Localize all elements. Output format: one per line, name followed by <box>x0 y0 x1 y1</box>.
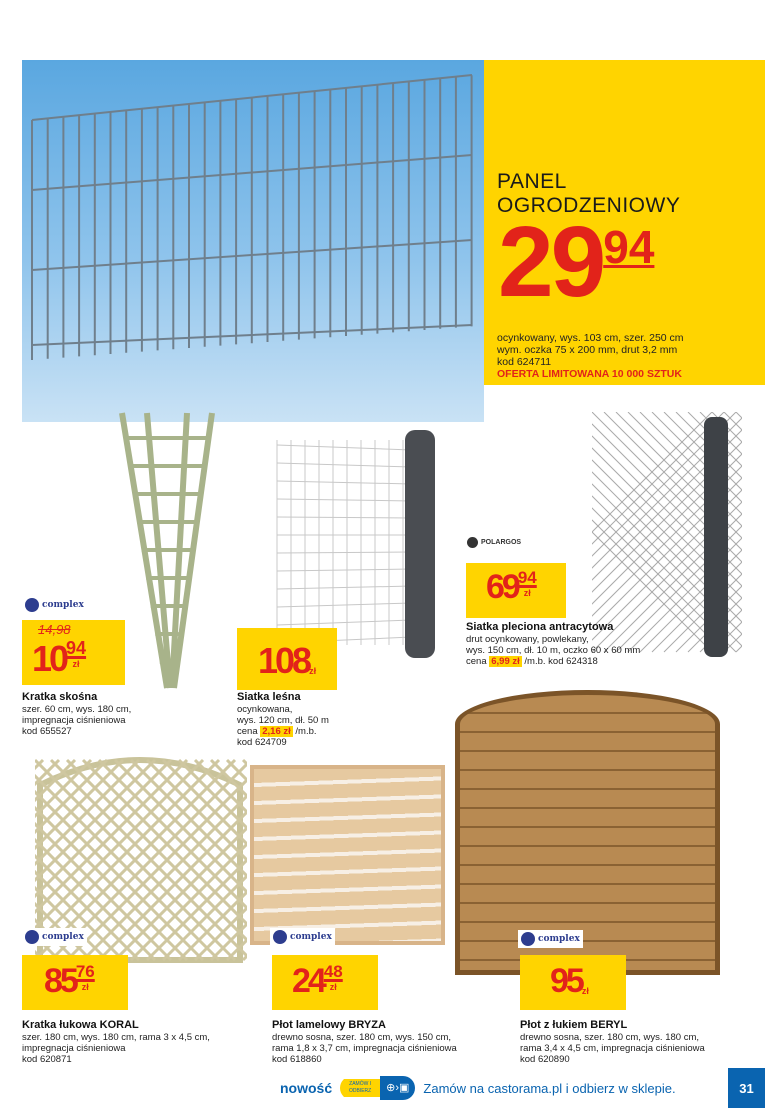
product-info <box>237 692 329 748</box>
unit-price: 6,99 zł <box>491 656 520 667</box>
unit-suffix: /m.b. kod 624318 <box>524 656 598 667</box>
hero-description <box>497 332 684 380</box>
polargos-logo-icon <box>467 537 478 548</box>
unit-suffix: /m.b. <box>295 726 317 737</box>
product-detail: rama 3,4 x 4,5 cm, impregnacja ciśnieniowa <box>520 1043 705 1054</box>
brand-name: complex <box>538 934 580 944</box>
brand-logo-complex <box>22 928 87 946</box>
brand-name: complex <box>42 932 84 942</box>
badge-label: ZAMÓW I ODBIERZ <box>340 1079 380 1097</box>
price-main: 29 <box>498 206 604 318</box>
product-detail: rama 1,8 x 3,7 cm, impregnacja ciśnieniowa <box>272 1043 457 1054</box>
price-main: 24 <box>292 962 324 1000</box>
brand-logo-complex <box>270 928 335 946</box>
price-main: 95 <box>550 962 582 1000</box>
hero-offer: OFERTA LIMITOWANA 10 000 SZTUK <box>497 368 682 380</box>
price-cents: 94 <box>517 568 537 587</box>
currency: zł <box>309 666 317 676</box>
price-main: 10 <box>32 638 67 679</box>
price-cents: 94 <box>603 221 655 273</box>
product-code: kod 655527 <box>22 726 72 737</box>
product-price <box>292 962 343 1001</box>
unit-prefix: cena <box>466 656 487 667</box>
product-detail: impregnacja ciśnieniowa <box>22 1043 126 1054</box>
footer-banner <box>280 1076 676 1100</box>
product-detail: szer. 180 cm, wys. 180 cm, rama 3 x 4,5 cm, <box>22 1032 210 1043</box>
hero-price <box>498 206 655 318</box>
product-price <box>32 638 86 680</box>
product-name: Płot lamelowy BRYZA <box>272 1019 386 1031</box>
price-main: 85 <box>44 962 76 1000</box>
product-info <box>520 1020 705 1065</box>
bryza-fence-image <box>250 765 445 945</box>
product-detail: ocynkowana, <box>237 704 293 715</box>
brand-name: complex <box>42 600 84 610</box>
product-info <box>466 622 640 667</box>
product-info <box>22 692 131 737</box>
hero-desc-line: ocynkowany, wys. 103 cm, szer. 250 cm <box>497 332 684 344</box>
click-collect-badge <box>340 1076 415 1100</box>
product-detail: drewno sosna, szer. 180 cm, wys. 150 cm, <box>272 1032 451 1043</box>
forest-mesh-image <box>272 430 442 660</box>
product-info <box>272 1020 457 1065</box>
mouse-to-store-icon: ⊕›▣ <box>380 1076 415 1100</box>
product-detail: wys. 120 cm, dł. 50 m <box>237 715 329 726</box>
hero-title-line1: PANEL <box>497 170 567 193</box>
old-price: 14,98 <box>38 622 71 637</box>
product-name: Siatka leśna <box>237 691 301 703</box>
product-code: kod 618860 <box>272 1054 322 1065</box>
brand-logo-polargos <box>464 535 524 550</box>
price-cents: 76 <box>75 962 95 981</box>
trellis-image <box>112 408 222 693</box>
product-name: Kratka łukowa KORAL <box>22 1019 139 1031</box>
product-detail: drewno sosna, szer. 180 cm, wys. 180 cm, <box>520 1032 699 1043</box>
brand-logo-complex <box>22 596 87 614</box>
product-code: kod 620890 <box>520 1054 570 1065</box>
product-price <box>486 568 537 607</box>
beryl-fence-image <box>455 690 720 975</box>
brand-logo-complex <box>518 930 583 948</box>
product-code: kod 620871 <box>22 1054 72 1065</box>
price-main: 108 <box>258 640 310 681</box>
price-main: 69 <box>486 568 518 606</box>
hero-title-line2: OGRODZENIOWY <box>497 194 681 217</box>
currency: zł <box>523 588 531 598</box>
product-price <box>550 962 589 1001</box>
complex-logo-icon <box>521 932 535 946</box>
product-code: kod 624709 <box>237 737 287 748</box>
fence-panel-image <box>22 60 484 422</box>
currency: zł <box>581 986 589 996</box>
hero-desc-line: wym. oczka 75 x 200 mm, drut 3,2 mm <box>497 344 678 356</box>
complex-logo-icon <box>25 930 39 944</box>
complex-logo-icon <box>25 598 39 612</box>
currency: zł <box>81 982 89 992</box>
product-name: Kratka skośna <box>22 691 98 703</box>
product-detail: wys. 150 cm, dł. 10 m, oczko 60 x 60 mm <box>466 645 641 656</box>
product-name: Siatka pleciona antracytowa <box>466 621 614 633</box>
hero-code: kod 624711 <box>497 356 552 368</box>
brand-name: POLARGOS <box>481 539 522 546</box>
product-detail: szer. 60 cm, wys. 180 cm, <box>22 704 132 715</box>
product-detail: drut ocynkowany, powlekany, <box>466 634 589 645</box>
new-label: nowość <box>280 1080 333 1096</box>
product-price <box>44 962 95 1001</box>
product-price <box>258 640 316 682</box>
currency: zł <box>329 982 337 992</box>
unit-prefix: cena <box>237 726 258 737</box>
complex-logo-icon <box>273 930 287 944</box>
product-detail: impregnacja ciśnieniowa <box>22 715 126 726</box>
page-number: 31 <box>728 1068 765 1108</box>
product-name: Płot z łukiem BERYL <box>520 1019 628 1031</box>
brand-name: complex <box>290 932 332 942</box>
footer-text: Zamów na castorama.pl i odbierz w sklepie. <box>423 1080 676 1096</box>
product-info <box>22 1020 210 1065</box>
price-cents: 48 <box>323 962 343 981</box>
price-cents: 94 <box>66 638 87 658</box>
unit-price: 2,16 zł <box>262 726 291 737</box>
currency: zł <box>72 659 80 669</box>
